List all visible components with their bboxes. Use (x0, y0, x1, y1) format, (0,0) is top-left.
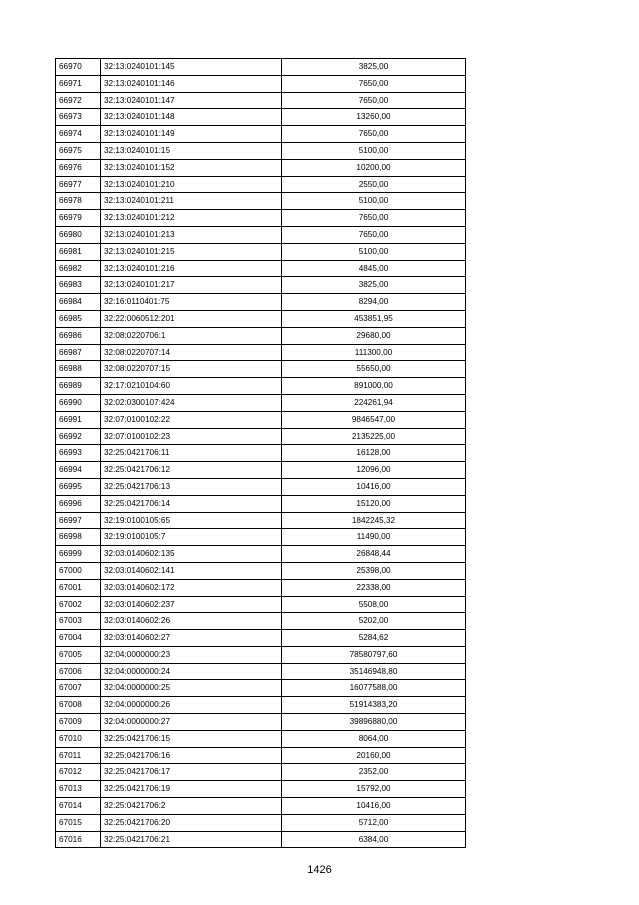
cadastral-number-cell: 32:25:0421706:17 (101, 764, 282, 781)
table-row (56, 512, 466, 529)
cadastral-number-cell: 32:07:0100102:23 (101, 428, 282, 445)
cadastral-number-cell: 32:13:0240101:148 (101, 109, 282, 126)
row-number-cell: 67015 (56, 814, 101, 831)
row-number-cell: 66979 (56, 210, 101, 227)
cadastral-number-cell: 32:25:0421706:14 (101, 495, 282, 512)
row-number-cell: 66996 (56, 495, 101, 512)
value-cell: 8294,00 (282, 294, 466, 311)
table-row (56, 159, 466, 176)
row-number-cell: 67003 (56, 613, 101, 630)
value-cell: 9846547,00 (282, 411, 466, 428)
row-number-cell: 66995 (56, 478, 101, 495)
table-row (56, 546, 466, 563)
cadastral-number-cell: 32:13:0240101:145 (101, 59, 282, 76)
value-cell: 7650,00 (282, 75, 466, 92)
cadastral-number-cell: 32:04:0000000:27 (101, 714, 282, 731)
row-number-cell: 66971 (56, 75, 101, 92)
value-cell: 4845,00 (282, 260, 466, 277)
row-number-cell: 66998 (56, 529, 101, 546)
table-body (56, 59, 466, 848)
cadastral-number-cell: 32:25:0421706:21 (101, 831, 282, 848)
table-row (56, 277, 466, 294)
value-cell: 5100,00 (282, 142, 466, 159)
value-cell: 6384,00 (282, 831, 466, 848)
row-number-cell: 66985 (56, 310, 101, 327)
cadastral-number-cell: 32:13:0240101:146 (101, 75, 282, 92)
cadastral-number-cell: 32:08:0220707:15 (101, 361, 282, 378)
row-number-cell: 66994 (56, 462, 101, 479)
cadastral-number-cell: 32:07:0100102:22 (101, 411, 282, 428)
row-number-cell: 66976 (56, 159, 101, 176)
value-cell: 7650,00 (282, 226, 466, 243)
cadastral-number-cell: 32:03:0140602:27 (101, 630, 282, 647)
value-cell: 2135225,00 (282, 428, 466, 445)
cadastral-number-cell: 32:17:0210104:60 (101, 378, 282, 395)
value-cell: 55650,00 (282, 361, 466, 378)
cadastral-number-cell: 32:13:0240101:212 (101, 210, 282, 227)
table-row (56, 327, 466, 344)
table-row (56, 714, 466, 731)
value-cell: 15792,00 (282, 781, 466, 798)
page-number: 1426 (307, 864, 332, 876)
value-cell: 10416,00 (282, 798, 466, 815)
row-number-cell: 66984 (56, 294, 101, 311)
row-number-cell: 66975 (56, 142, 101, 159)
cadastral-number-cell: 32:25:0421706:13 (101, 478, 282, 495)
value-cell: 29680,00 (282, 327, 466, 344)
row-number-cell: 67012 (56, 764, 101, 781)
table-row (56, 814, 466, 831)
row-number-cell: 66988 (56, 361, 101, 378)
value-cell: 35146948,80 (282, 663, 466, 680)
value-cell: 25398,00 (282, 562, 466, 579)
cadastral-number-cell: 32:25:0421706:16 (101, 747, 282, 764)
value-cell: 5100,00 (282, 193, 466, 210)
row-number-cell: 66997 (56, 512, 101, 529)
value-cell: 5284,62 (282, 630, 466, 647)
row-number-cell: 66991 (56, 411, 101, 428)
cadastral-number-cell: 32:13:0240101:211 (101, 193, 282, 210)
table-row (56, 764, 466, 781)
table-row (56, 59, 466, 76)
cadastral-value-table (55, 58, 466, 848)
cadastral-number-cell: 32:13:0240101:147 (101, 92, 282, 109)
table-row (56, 193, 466, 210)
row-number-cell: 66978 (56, 193, 101, 210)
table-row (56, 394, 466, 411)
cadastral-number-cell: 32:04:0000000:26 (101, 697, 282, 714)
value-cell: 26848,44 (282, 546, 466, 563)
row-number-cell: 67016 (56, 831, 101, 848)
value-cell: 13260,00 (282, 109, 466, 126)
table-row (56, 109, 466, 126)
cadastral-number-cell: 32:25:0421706:2 (101, 798, 282, 815)
table-row (56, 243, 466, 260)
value-cell: 5100,00 (282, 243, 466, 260)
cadastral-number-cell: 32:13:0240101:149 (101, 126, 282, 143)
table-row (56, 260, 466, 277)
cadastral-number-cell: 32:25:0421706:12 (101, 462, 282, 479)
row-number-cell: 67010 (56, 730, 101, 747)
row-number-cell: 67008 (56, 697, 101, 714)
cadastral-number-cell: 32:13:0240101:15 (101, 142, 282, 159)
table-row (56, 378, 466, 395)
row-number-cell: 66982 (56, 260, 101, 277)
row-number-cell: 67001 (56, 579, 101, 596)
row-number-cell: 66993 (56, 445, 101, 462)
row-number-cell: 67004 (56, 630, 101, 647)
value-cell: 7650,00 (282, 126, 466, 143)
table-row (56, 596, 466, 613)
value-cell: 5202,00 (282, 613, 466, 630)
value-cell: 3825,00 (282, 277, 466, 294)
table-row (56, 781, 466, 798)
cadastral-number-cell: 32:08:0220706:1 (101, 327, 282, 344)
table-row (56, 294, 466, 311)
row-number-cell: 66990 (56, 394, 101, 411)
row-number-cell: 67009 (56, 714, 101, 731)
cadastral-number-cell: 32:13:0240101:210 (101, 176, 282, 193)
value-cell: 22338,00 (282, 579, 466, 596)
cadastral-number-cell: 32:13:0240101:216 (101, 260, 282, 277)
value-cell: 5712,00 (282, 814, 466, 831)
row-number-cell: 67005 (56, 646, 101, 663)
cadastral-number-cell: 32:25:0421706:11 (101, 445, 282, 462)
cadastral-number-cell: 32:04:0000000:24 (101, 663, 282, 680)
row-number-cell: 67000 (56, 562, 101, 579)
table-row (56, 344, 466, 361)
value-cell: 11490,00 (282, 529, 466, 546)
cadastral-number-cell: 32:08:0220707:14 (101, 344, 282, 361)
row-number-cell: 66986 (56, 327, 101, 344)
cadastral-number-cell: 32:13:0240101:217 (101, 277, 282, 294)
value-cell: 12096,00 (282, 462, 466, 479)
table-row (56, 75, 466, 92)
cadastral-number-cell: 32:16:0110401:75 (101, 294, 282, 311)
value-cell: 3825,00 (282, 59, 466, 76)
row-number-cell: 67013 (56, 781, 101, 798)
value-cell: 7650,00 (282, 210, 466, 227)
row-number-cell: 66970 (56, 59, 101, 76)
table-row (56, 226, 466, 243)
value-cell: 10416,00 (282, 478, 466, 495)
row-number-cell: 66974 (56, 126, 101, 143)
row-number-cell: 66999 (56, 546, 101, 563)
cadastral-number-cell: 32:13:0240101:213 (101, 226, 282, 243)
value-cell: 1842245,32 (282, 512, 466, 529)
row-number-cell: 66983 (56, 277, 101, 294)
cadastral-number-cell: 32:19:0100105:65 (101, 512, 282, 529)
table-row (56, 126, 466, 143)
table-row (56, 411, 466, 428)
table-row (56, 630, 466, 647)
cadastral-number-cell: 32:03:0140602:135 (101, 546, 282, 563)
table-row (56, 310, 466, 327)
value-cell: 16128,00 (282, 445, 466, 462)
table-row (56, 730, 466, 747)
table-row (56, 428, 466, 445)
row-number-cell: 67007 (56, 680, 101, 697)
table-row (56, 831, 466, 848)
cadastral-number-cell: 32:03:0140602:141 (101, 562, 282, 579)
value-cell: 224261,94 (282, 394, 466, 411)
cadastral-number-cell: 32:19:0100105:7 (101, 529, 282, 546)
table-row (56, 142, 466, 159)
table-row (56, 92, 466, 109)
cadastral-number-cell: 32:02:0300107:424 (101, 394, 282, 411)
table-row (56, 680, 466, 697)
cadastral-number-cell: 32:13:0240101:152 (101, 159, 282, 176)
table-row (56, 176, 466, 193)
table-row (56, 747, 466, 764)
value-cell: 5508,00 (282, 596, 466, 613)
table-row (56, 697, 466, 714)
row-number-cell: 67014 (56, 798, 101, 815)
table-row (56, 663, 466, 680)
table-row (56, 210, 466, 227)
value-cell: 7650,00 (282, 92, 466, 109)
row-number-cell: 66972 (56, 92, 101, 109)
value-cell: 2550,00 (282, 176, 466, 193)
cadastral-number-cell: 32:25:0421706:15 (101, 730, 282, 747)
table-row (56, 361, 466, 378)
table-row (56, 646, 466, 663)
cadastral-number-cell: 32:04:0000000:23 (101, 646, 282, 663)
row-number-cell: 67002 (56, 596, 101, 613)
cadastral-number-cell: 32:03:0140602:237 (101, 596, 282, 613)
value-cell: 15120,00 (282, 495, 466, 512)
value-cell: 20160,00 (282, 747, 466, 764)
row-number-cell: 66977 (56, 176, 101, 193)
table-row (56, 445, 466, 462)
table-row (56, 478, 466, 495)
value-cell: 2352,00 (282, 764, 466, 781)
cadastral-number-cell: 32:03:0140602:26 (101, 613, 282, 630)
table-row (56, 798, 466, 815)
value-cell: 51914383,20 (282, 697, 466, 714)
cadastral-number-cell: 32:25:0421706:19 (101, 781, 282, 798)
row-number-cell: 66980 (56, 226, 101, 243)
row-number-cell: 67011 (56, 747, 101, 764)
row-number-cell: 66973 (56, 109, 101, 126)
row-number-cell: 67006 (56, 663, 101, 680)
value-cell: 891000,00 (282, 378, 466, 395)
row-number-cell: 66992 (56, 428, 101, 445)
value-cell: 16077588,00 (282, 680, 466, 697)
row-number-cell: 66987 (56, 344, 101, 361)
table-row (56, 562, 466, 579)
cadastral-number-cell: 32:13:0240101:215 (101, 243, 282, 260)
value-cell: 453851,95 (282, 310, 466, 327)
table-row (56, 462, 466, 479)
cadastral-number-cell: 32:03:0140602:172 (101, 579, 282, 596)
value-cell: 39896880,00 (282, 714, 466, 731)
table-row (56, 495, 466, 512)
value-cell: 78580797,60 (282, 646, 466, 663)
table-row (56, 529, 466, 546)
row-number-cell: 66989 (56, 378, 101, 395)
cadastral-number-cell: 32:25:0421706:20 (101, 814, 282, 831)
value-cell: 8064,00 (282, 730, 466, 747)
table-row (56, 579, 466, 596)
value-cell: 111300,00 (282, 344, 466, 361)
cadastral-number-cell: 32:04:0000000:25 (101, 680, 282, 697)
table-row (56, 613, 466, 630)
cadastral-number-cell: 32:22:0060512:201 (101, 310, 282, 327)
value-cell: 10200,00 (282, 159, 466, 176)
row-number-cell: 66981 (56, 243, 101, 260)
